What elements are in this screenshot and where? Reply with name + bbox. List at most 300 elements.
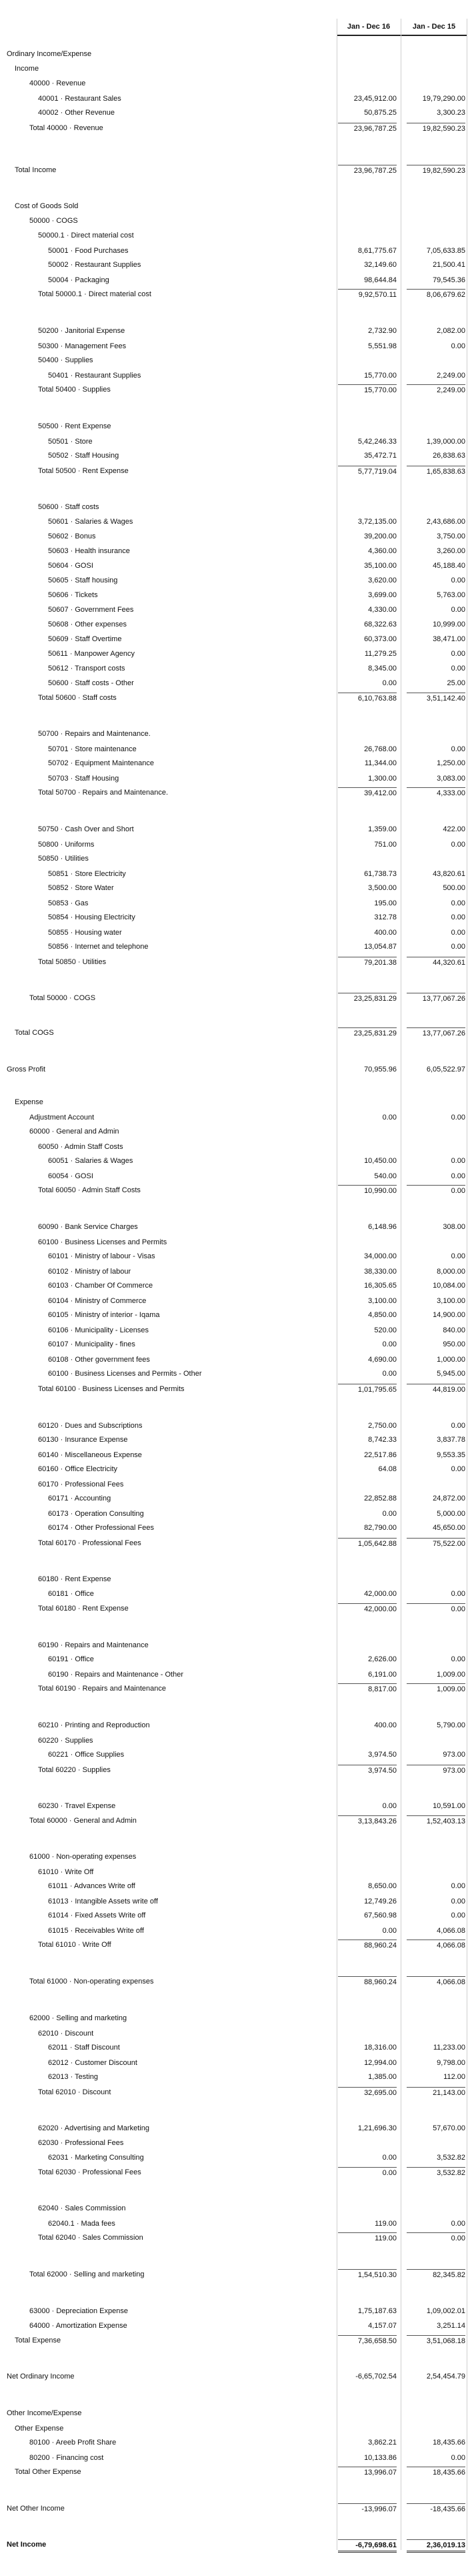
row-label: Total 50500 · Rent Expense <box>38 467 129 475</box>
row-label: 50501 · Store <box>48 438 93 446</box>
amount-jan-dec-15: 0.00 <box>451 606 465 614</box>
row-label: 60120 · Dues and Subscriptions <box>38 1422 143 1430</box>
amount-jan-dec-15: 4,066.08 <box>407 1976 465 1988</box>
row-label: Net Ordinary Income <box>7 2373 75 2381</box>
amount-jan-dec-15: 973.00 <box>407 1765 465 1776</box>
column-header-jan-dec-16: Jan - Dec 16 <box>337 19 401 36</box>
row-label: 50600 · Staff costs - Other <box>48 679 134 687</box>
amount-jan-dec-16: 1,75,187.63 <box>357 2307 397 2315</box>
amount-jan-dec-15: 1,009.00 <box>437 1671 465 1679</box>
amount-jan-dec-15: 24,872.00 <box>433 1494 465 1502</box>
row-label: 80200 · Financing cost <box>29 2454 104 2462</box>
amount-jan-dec-15: 3,532.82 <box>437 2154 465 2162</box>
amount-jan-dec-16: 35,472.71 <box>364 452 397 460</box>
amount-jan-dec-15: 0.00 <box>451 1897 465 1905</box>
row-label: 62020 · Advertising and Marketing <box>38 2124 149 2132</box>
amount-jan-dec-15: 2,249.00 <box>407 384 465 396</box>
row-label: 61014 · Fixed Assets Write off <box>48 1911 146 1919</box>
amount-jan-dec-16: 23,25,831.29 <box>338 993 397 1004</box>
row-label: Ordinary Income/Expense <box>7 50 92 58</box>
row-label: 60107 · Municipality - fines <box>48 1340 135 1348</box>
row-label: 62040 · Sales Commission <box>38 2204 126 2212</box>
amount-jan-dec-15: 2,54,454.79 <box>426 2373 465 2381</box>
amount-jan-dec-16: 42,000.00 <box>338 1603 397 1615</box>
row-label: 60230 · Travel Expense <box>38 1802 116 1810</box>
amount-jan-dec-16: 8,742.33 <box>368 1436 397 1444</box>
amount-jan-dec-16: 520.00 <box>374 1326 397 1334</box>
row-label: 50401 · Restaurant Supplies <box>48 372 141 380</box>
row-label: 60160 · Office Electricity <box>38 1465 118 1473</box>
amount-jan-dec-16: 79,201.38 <box>338 957 397 968</box>
amount-jan-dec-16: 13,054.87 <box>364 943 397 951</box>
amount-jan-dec-16: 3,699.00 <box>368 591 397 599</box>
amount-jan-dec-15: 0.00 <box>451 2454 465 2462</box>
row-label: Total 60170 · Professional Fees <box>38 1539 141 1547</box>
row-label: 50004 · Packaging <box>48 276 109 284</box>
amount-jan-dec-15: 0.00 <box>451 1655 465 1663</box>
amount-jan-dec-15: 0.00 <box>451 1911 465 1919</box>
row-label: Total 50850 · Utilities <box>38 958 107 966</box>
row-label: 60130 · Insurance Expense <box>38 1436 128 1444</box>
row-label: 50611 · Manpower Agency <box>48 650 135 658</box>
amount-jan-dec-16: 68,322.63 <box>364 620 397 628</box>
amount-jan-dec-15: 1,009.00 <box>407 1683 465 1695</box>
amount-jan-dec-16: 8,650.00 <box>368 1882 397 1890</box>
row-label: 61013 · Intangible Assets write off <box>48 1897 158 1905</box>
amount-jan-dec-15: 500.00 <box>443 884 465 892</box>
row-label: 60190 · Repairs and Maintenance <box>38 1641 149 1649</box>
amount-jan-dec-16: 6,148.96 <box>368 1223 397 1231</box>
row-label: Total 50400 · Supplies <box>38 386 111 394</box>
row-label: 50600 · Staff costs <box>38 503 99 511</box>
amount-jan-dec-16: 4,157.07 <box>368 2322 397 2330</box>
row-label: 50502 · Staff Housing <box>48 452 119 460</box>
amount-jan-dec-15: 4,066.08 <box>407 1940 465 1951</box>
amount-jan-dec-16: 3,100.00 <box>368 1297 397 1305</box>
amount-jan-dec-16: 22,517.86 <box>364 1451 397 1459</box>
amount-jan-dec-15: 45,650.00 <box>433 1524 465 1532</box>
amount-jan-dec-16: 5,77,719.04 <box>338 466 397 477</box>
amount-jan-dec-16: 3,974.50 <box>368 1751 397 1759</box>
amount-jan-dec-15: 14,900.00 <box>433 1311 465 1319</box>
amount-jan-dec-15: 75,522.00 <box>407 1538 465 1549</box>
amount-jan-dec-16: 82,790.00 <box>364 1524 397 1532</box>
row-label: 60140 · Miscellaneous Expense <box>38 1451 142 1459</box>
amount-jan-dec-15: 18,435.66 <box>407 2467 465 2478</box>
amount-jan-dec-16: 10,450.00 <box>364 1157 397 1165</box>
amount-jan-dec-15: 57,670.00 <box>433 2124 465 2132</box>
row-label: Total 60050 · Admin Staff Costs <box>38 1186 141 1194</box>
row-label: 50854 · Housing Electricity <box>48 913 135 921</box>
amount-jan-dec-16: 39,412.00 <box>338 787 397 799</box>
row-label: 60191 · Office <box>48 1655 94 1663</box>
row-label: Adjustment Account <box>29 1114 95 1122</box>
amount-jan-dec-15: 1,000.00 <box>437 1356 465 1364</box>
amount-jan-dec-16: 0.00 <box>382 1340 397 1348</box>
row-label: 61010 · Write Off <box>38 1868 94 1876</box>
row-label: 61011 · Advances Write off <box>48 1882 135 1890</box>
row-label: 50703 · Staff Housing <box>48 775 119 783</box>
amount-jan-dec-16: 32,149.60 <box>364 261 397 269</box>
row-label: Total 60000 · General and Admin <box>29 1817 137 1825</box>
amount-jan-dec-15: 18,435.66 <box>433 2439 465 2447</box>
amount-jan-dec-15: 308.00 <box>443 1223 465 1231</box>
amount-jan-dec-15: 2,43,686.00 <box>426 518 465 526</box>
amount-jan-dec-15: 0.00 <box>451 1172 465 1180</box>
amount-jan-dec-15: 0.00 <box>451 650 465 658</box>
row-label: Gross Profit <box>7 1065 46 1074</box>
row-label: Total 50700 · Repairs and Maintenance. <box>38 789 169 797</box>
row-label: 60051 · Salaries & Wages <box>48 1157 133 1165</box>
amount-jan-dec-16: -13,996.07 <box>338 2503 397 2515</box>
amount-jan-dec-16: 4,690.00 <box>368 1356 397 1364</box>
amount-jan-dec-15: 10,084.00 <box>433 1282 465 1290</box>
amount-jan-dec-16: 42,000.00 <box>364 1590 397 1598</box>
row-label: 50001 · Food Purchases <box>48 247 129 255</box>
amount-jan-dec-15: 840.00 <box>443 1326 465 1334</box>
amount-jan-dec-15: 19,79,290.00 <box>422 95 465 103</box>
row-label: 50603 · Health insurance <box>48 547 130 555</box>
amount-jan-dec-16: 23,25,831.29 <box>338 1027 397 1039</box>
amount-jan-dec-15: 112.00 <box>443 2073 465 2081</box>
amount-jan-dec-16: 0.00 <box>382 679 397 687</box>
row-label: 80100 · Areeb Profit Share <box>29 2439 117 2447</box>
row-label: Net Other Income <box>7 2505 65 2513</box>
amount-jan-dec-16: 3,620.00 <box>368 576 397 584</box>
amount-jan-dec-16: 12,994.00 <box>364 2059 397 2067</box>
amount-jan-dec-16: 8,61,775.67 <box>357 247 397 255</box>
amount-jan-dec-16: 0.00 <box>382 1370 397 1378</box>
amount-jan-dec-15: 0.00 <box>451 576 465 584</box>
amount-jan-dec-16: 1,21,696.30 <box>357 2124 397 2132</box>
amount-jan-dec-16: 67,560.98 <box>364 1911 397 1919</box>
row-label: 60190 · Repairs and Maintenance - Other <box>48 1671 184 1679</box>
amount-jan-dec-16: 195.00 <box>374 899 397 907</box>
amount-jan-dec-15: 19,82,590.23 <box>407 123 465 134</box>
amount-jan-dec-16: 88,960.24 <box>338 1940 397 1951</box>
row-label: 61015 · Receivables Write off <box>48 1927 144 1935</box>
row-label: 50200 · Janitorial Expense <box>38 327 125 335</box>
row-label: 62013 · Testing <box>48 2073 99 2081</box>
amount-jan-dec-16: 400.00 <box>374 929 397 937</box>
row-label: 62010 · Discount <box>38 2030 94 2038</box>
row-label: Total 62040 · Sales Commission <box>38 2234 143 2242</box>
row-label: Total Other Expense <box>15 2468 81 2476</box>
amount-jan-dec-16: 2,626.00 <box>368 1655 397 1663</box>
row-label: Total Income <box>15 166 57 174</box>
row-label: Net Income <box>7 2541 47 2549</box>
amount-jan-dec-15: 38,471.00 <box>433 635 465 643</box>
amount-jan-dec-15: 5,790.00 <box>437 1721 465 1729</box>
amount-jan-dec-15: 0.00 <box>451 342 465 350</box>
row-label: 60100 · Business Licenses and Permits <box>38 1238 167 1246</box>
row-label: 60108 · Other government fees <box>48 1356 150 1364</box>
row-label: 50606 · Tickets <box>48 591 98 599</box>
amount-jan-dec-15: 10,591.00 <box>433 1802 465 1810</box>
amount-jan-dec-16: 3,974.50 <box>338 1765 397 1776</box>
amount-jan-dec-15: 11,233.00 <box>433 2044 465 2052</box>
row-label: 60000 · General and Admin <box>29 1128 119 1136</box>
amount-jan-dec-15: 0.00 <box>451 1114 465 1122</box>
row-label: Total 50600 · Staff costs <box>38 694 117 702</box>
amount-jan-dec-16: 15,770.00 <box>338 384 397 396</box>
amount-jan-dec-16: 9,92,570.11 <box>338 289 397 300</box>
amount-jan-dec-15: 21,143.00 <box>407 2087 465 2098</box>
row-label: Total 62010 · Discount <box>38 2088 111 2096</box>
amount-jan-dec-16: 6,191.00 <box>368 1671 397 1679</box>
row-label: 40000 · Revenue <box>29 79 86 87</box>
row-label: 60174 · Other Professional Fees <box>48 1524 154 1532</box>
row-label: 60103 · Chamber Of Commerce <box>48 1282 153 1290</box>
amount-jan-dec-15: 1,250.00 <box>437 759 465 767</box>
row-label: 60101 · Ministry of labour - Visas <box>48 1252 155 1260</box>
amount-jan-dec-16: 98,644.84 <box>364 276 397 284</box>
amount-jan-dec-15: 0.00 <box>451 841 465 849</box>
amount-jan-dec-15: 19,82,590.23 <box>407 165 465 176</box>
amount-jan-dec-16: 0.00 <box>382 1114 397 1122</box>
amount-jan-dec-15: 3,750.00 <box>437 532 465 540</box>
amount-jan-dec-15: 0.00 <box>451 899 465 907</box>
row-label: 62040.1 · Mada fees <box>48 2220 115 2228</box>
amount-jan-dec-15: 2,082.00 <box>437 327 465 335</box>
amount-jan-dec-15: 0.00 <box>451 745 465 753</box>
row-label: 50605 · Staff housing <box>48 576 118 584</box>
amount-jan-dec-15: 950.00 <box>443 1340 465 1348</box>
amount-jan-dec-16: 0.00 <box>338 2167 397 2178</box>
row-label: Total 61010 · Write Off <box>38 1941 111 1949</box>
amount-jan-dec-16: 18,316.00 <box>364 2044 397 2052</box>
amount-jan-dec-15: 9,553.35 <box>437 1451 465 1459</box>
amount-jan-dec-16: 23,96,787.25 <box>338 123 397 134</box>
amount-jan-dec-15: 4,066.08 <box>437 1927 465 1935</box>
amount-jan-dec-15: 7,05,633.85 <box>426 247 465 255</box>
row-label: 50702 · Equipment Maintenance <box>48 759 154 767</box>
amount-jan-dec-15: 3,251.14 <box>437 2322 465 2330</box>
amount-jan-dec-16: 0.00 <box>382 1510 397 1518</box>
amount-jan-dec-15: 3,532.82 <box>407 2167 465 2178</box>
row-label: Expense <box>15 1098 43 1106</box>
amount-jan-dec-16: 119.00 <box>338 2232 397 2244</box>
row-label: 60050 · Admin Staff Costs <box>38 1143 123 1151</box>
amount-jan-dec-16: 11,279.25 <box>364 650 397 658</box>
row-label: 60105 · Ministry of interior - Iqama <box>48 1311 160 1319</box>
amount-jan-dec-15: 0.00 <box>451 1590 465 1598</box>
row-label: Total 62000 · Selling and marketing <box>29 2270 145 2278</box>
row-label: 62030 · Professional Fees <box>38 2139 124 2147</box>
amount-jan-dec-15: 3,260.00 <box>437 547 465 555</box>
amount-jan-dec-15: 0.00 <box>451 665 465 673</box>
row-label: Total 60220 · Supplies <box>38 1766 111 1774</box>
amount-jan-dec-15: 0.00 <box>407 1185 465 1196</box>
row-label: 50750 · Cash Over and Short <box>38 825 134 833</box>
row-label: 50500 · Rent Expense <box>38 422 111 430</box>
amount-jan-dec-16: 540.00 <box>374 1172 397 1180</box>
amount-jan-dec-16: -6,65,702.54 <box>355 2373 397 2381</box>
amount-jan-dec-16: 11,344.00 <box>364 759 397 767</box>
row-label: 50400 · Supplies <box>38 356 93 364</box>
amount-jan-dec-16: 4,330.00 <box>368 606 397 614</box>
row-label: Total COGS <box>15 1029 54 1037</box>
amount-jan-dec-16: 34,000.00 <box>364 1252 397 1260</box>
row-label: 50701 · Store maintenance <box>48 745 137 753</box>
amount-jan-dec-16: 1,385.00 <box>368 2073 397 2081</box>
amount-jan-dec-16: 60,373.00 <box>364 635 397 643</box>
row-label: 50853 · Gas <box>48 899 89 907</box>
amount-jan-dec-15: 2,249.00 <box>437 372 465 380</box>
row-label: Total 50000.1 · Direct material cost <box>38 290 151 298</box>
amount-jan-dec-15: 0.00 <box>451 1422 465 1430</box>
amount-jan-dec-16: 35,100.00 <box>364 562 397 570</box>
row-label: 60090 · Bank Service Charges <box>38 1223 138 1231</box>
amount-jan-dec-15: 0.00 <box>407 1603 465 1615</box>
amount-jan-dec-16: 3,13,843.26 <box>338 1815 397 1827</box>
amount-jan-dec-15: 10,999.00 <box>433 620 465 628</box>
amount-jan-dec-15: 13,77,067.26 <box>407 993 465 1004</box>
amount-jan-dec-15: 3,51,068.18 <box>407 2335 465 2346</box>
amount-jan-dec-16: 15,770.00 <box>364 372 397 380</box>
amount-jan-dec-15: 4,333.00 <box>407 787 465 799</box>
amount-jan-dec-15: 0.00 <box>451 913 465 921</box>
amount-jan-dec-16: 6,10,763.88 <box>338 693 397 704</box>
row-label: 60173 · Operation Consulting <box>48 1510 144 1518</box>
row-label: 60210 · Printing and Reproduction <box>38 1721 150 1729</box>
amount-jan-dec-16: 400.00 <box>374 1721 397 1729</box>
amount-jan-dec-15: 79,545.36 <box>433 276 465 284</box>
row-label: 60181 · Office <box>48 1590 94 1598</box>
amount-jan-dec-15: 1,52,403.13 <box>407 1815 465 1827</box>
row-label: Total 60100 · Business Licenses and Permits <box>38 1385 185 1393</box>
row-label: Other Expense <box>15 2425 64 2433</box>
amount-jan-dec-16: 2,732.90 <box>368 327 397 335</box>
row-label: 50800 · Uniforms <box>38 841 95 849</box>
amount-jan-dec-15: 6,05,522.97 <box>426 1065 465 1074</box>
amount-jan-dec-16: 70,955.96 <box>364 1065 397 1074</box>
amount-jan-dec-15: 973.00 <box>443 1751 465 1759</box>
row-label: 60102 · Ministry of labour <box>48 1268 131 1276</box>
row-label: Other Income/Expense <box>7 2409 82 2417</box>
row-label: 62000 · Selling and marketing <box>29 2014 127 2022</box>
amount-jan-dec-16: 7,36,658.50 <box>338 2335 397 2346</box>
amount-jan-dec-16: 32,695.00 <box>338 2087 397 2098</box>
amount-jan-dec-16: 1,300.00 <box>368 775 397 783</box>
row-label: 64000 · Amortization Expense <box>29 2322 127 2330</box>
amount-jan-dec-16: 26,768.00 <box>364 745 397 753</box>
amount-jan-dec-16: 3,72,135.00 <box>357 518 397 526</box>
amount-jan-dec-15: 1,65,838.63 <box>407 466 465 477</box>
amount-jan-dec-16: 1,01,795.65 <box>338 1384 397 1395</box>
row-label: 50700 · Repairs and Maintenance. <box>38 730 151 738</box>
row-label: 50300 · Management Fees <box>38 342 127 350</box>
amount-jan-dec-16: 22,852.88 <box>364 1494 397 1502</box>
amount-jan-dec-16: 4,360.00 <box>368 547 397 555</box>
amount-jan-dec-15: 1,09,002.01 <box>426 2307 465 2315</box>
amount-jan-dec-16: 0.00 <box>382 1927 397 1935</box>
row-label: 50855 · Housing water <box>48 929 122 937</box>
amount-jan-dec-15: 0.00 <box>451 2220 465 2228</box>
row-label: 50608 · Other expenses <box>48 620 127 628</box>
amount-jan-dec-16: -6,79,698.61 <box>338 2539 397 2553</box>
amount-jan-dec-15: 44,320.61 <box>407 957 465 968</box>
amount-jan-dec-16: 4,850.00 <box>368 1311 397 1319</box>
amount-jan-dec-16: 10,133.86 <box>364 2454 397 2462</box>
amount-jan-dec-16: 12,749.26 <box>364 1897 397 1905</box>
amount-jan-dec-16: 0.00 <box>382 2154 397 2162</box>
amount-jan-dec-15: 43,820.61 <box>433 870 465 878</box>
row-label: 60221 · Office Supplies <box>48 1751 125 1759</box>
amount-jan-dec-16: 13,996.07 <box>338 2467 397 2478</box>
amount-jan-dec-15: 0.00 <box>451 929 465 937</box>
amount-jan-dec-15: 3,083.00 <box>437 775 465 783</box>
amount-jan-dec-16: 1,359.00 <box>368 825 397 833</box>
amount-jan-dec-16: 119.00 <box>375 2220 397 2228</box>
row-label: Cost of Goods Sold <box>15 202 79 210</box>
amount-jan-dec-16: 3,862.21 <box>368 2439 397 2447</box>
row-label: 50851 · Store Electricity <box>48 870 126 878</box>
amount-jan-dec-16: 16,305.65 <box>364 1282 397 1290</box>
row-label: 40002 · Other Revenue <box>38 109 115 117</box>
row-label: 60104 · Ministry of Commerce <box>48 1297 147 1305</box>
amount-jan-dec-15: 44,819.00 <box>407 1384 465 1395</box>
row-label: 50604 · GOSI <box>48 562 93 570</box>
amount-jan-dec-15: 0.00 <box>451 943 465 951</box>
amount-jan-dec-15: -18,435.66 <box>407 2503 465 2515</box>
amount-jan-dec-15: 0.00 <box>451 1465 465 1473</box>
row-label: Total 60190 · Repairs and Maintenance <box>38 1685 167 1693</box>
row-label: 60220 · Supplies <box>38 1737 93 1745</box>
amount-jan-dec-15: 8,000.00 <box>437 1268 465 1276</box>
amount-jan-dec-15: 5,000.00 <box>437 1510 465 1518</box>
row-label: 63000 · Depreciation Expense <box>29 2307 128 2315</box>
amount-jan-dec-15: 82,345.82 <box>407 2269 465 2280</box>
amount-jan-dec-16: 1,05,642.88 <box>338 1538 397 1549</box>
row-label: 62012 · Customer Discount <box>48 2059 137 2067</box>
row-label: 60171 · Accounting <box>48 1494 111 1502</box>
row-label: Total 61000 · Non-operating expenses <box>29 1978 154 1986</box>
row-label: 50850 · Utilities <box>38 855 89 863</box>
amount-jan-dec-15: 0.00 <box>451 1157 465 1165</box>
row-label: Total Expense <box>15 2336 61 2344</box>
amount-jan-dec-15: 26,838.63 <box>433 452 465 460</box>
row-label: Income <box>15 65 39 73</box>
amount-jan-dec-16: 61,738.73 <box>364 870 397 878</box>
amount-jan-dec-15: 0.00 <box>451 1252 465 1260</box>
row-label: 60100 · Business Licenses and Permits - Other <box>48 1370 202 1378</box>
amount-jan-dec-15: 45,188.40 <box>433 562 465 570</box>
row-label: 50852 · Store Water <box>48 884 114 892</box>
amount-jan-dec-16: 5,551.98 <box>368 342 397 350</box>
amount-jan-dec-16: 3,500.00 <box>368 884 397 892</box>
row-label: 50607 · Government Fees <box>48 606 134 614</box>
row-label: 60106 · Municipality - Licenses <box>48 1326 149 1334</box>
row-label: 60054 · GOSI <box>48 1172 93 1180</box>
amount-jan-dec-15: 13,77,067.26 <box>407 1027 465 1039</box>
amount-jan-dec-16: 751.00 <box>374 841 397 849</box>
amount-jan-dec-16: 5,42,246.33 <box>357 438 397 446</box>
amount-jan-dec-16: 23,45,912.00 <box>353 95 397 103</box>
row-label: 60170 · Professional Fees <box>38 1480 124 1488</box>
row-label: 50601 · Salaries & Wages <box>48 518 133 526</box>
row-label: 50002 · Restaurant Supplies <box>48 261 141 269</box>
amount-jan-dec-16: 50,875.25 <box>364 109 397 117</box>
amount-jan-dec-16: 8,817.00 <box>338 1683 397 1695</box>
row-label: 60180 · Rent Expense <box>38 1575 111 1583</box>
row-label: 62011 · Staff Discount <box>48 2044 120 2052</box>
amount-jan-dec-15: 25.00 <box>447 679 465 687</box>
amount-jan-dec-15: 422.00 <box>443 825 465 833</box>
amount-jan-dec-16: 38,330.00 <box>364 1268 397 1276</box>
row-label: 50612 · Transport costs <box>48 665 125 673</box>
amount-jan-dec-15: 1,39,000.00 <box>426 438 465 446</box>
